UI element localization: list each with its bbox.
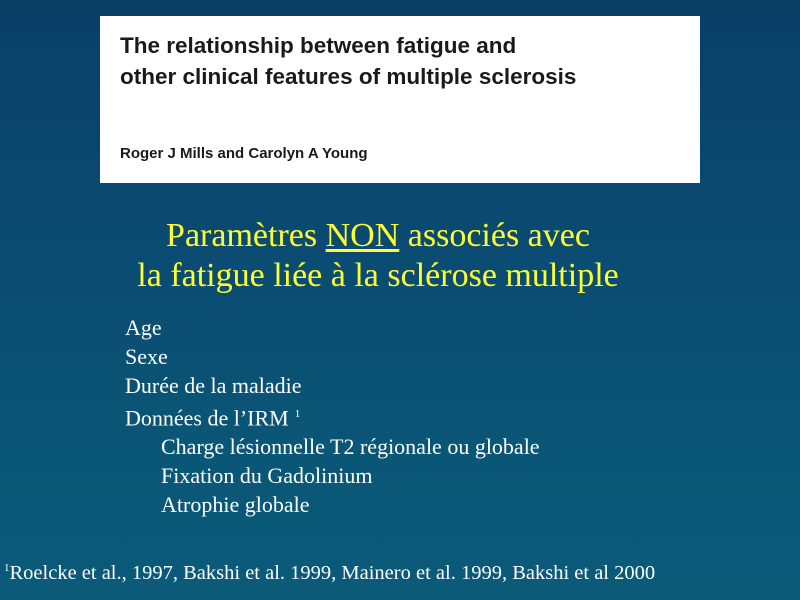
heading-line1-after: associés avec: [399, 217, 590, 254]
paper-title-line2: other clinical features of multiple sclerosis: [120, 64, 577, 89]
paper-title-line1: The relationship between fatigue and: [120, 33, 517, 58]
list-item-age: Age: [125, 315, 162, 340]
sub-item-t2-load: Charge lésionnelle T2 régionale ou globale: [161, 434, 540, 460]
footnote-text: Roelcke et al., 1997, Bakshi et al. 1999, Mainero et al. 1999, Bakshi et al 2000: [9, 562, 656, 584]
sub-item-gadolinium: Fixation du Gadolinium: [161, 463, 373, 489]
sub-item-atrophy: Atrophie globale: [161, 492, 310, 518]
mri-label: Données de l’IRM: [125, 405, 289, 431]
heading-emphasis: NON: [325, 217, 400, 254]
parameter-list: [125, 313, 540, 519]
heading-line2: la fatigue liée à la sclérose multiple: [137, 257, 619, 294]
footnote-number: 1: [4, 562, 10, 575]
list-item-sex: Sexe: [125, 344, 168, 369]
slide-heading: [0, 216, 756, 296]
paper-authors: Roger J Mills and Carolyn A Young: [120, 145, 368, 162]
mri-ref-marker: 1: [294, 408, 301, 420]
list-item-duration: Durée de la maladie: [125, 373, 302, 398]
heading-line1-before: Paramètres: [166, 217, 326, 254]
list-item-mri: [125, 400, 540, 432]
paper-title: [120, 30, 690, 92]
footnote: [4, 562, 655, 585]
paper-citation-box: [100, 16, 700, 183]
